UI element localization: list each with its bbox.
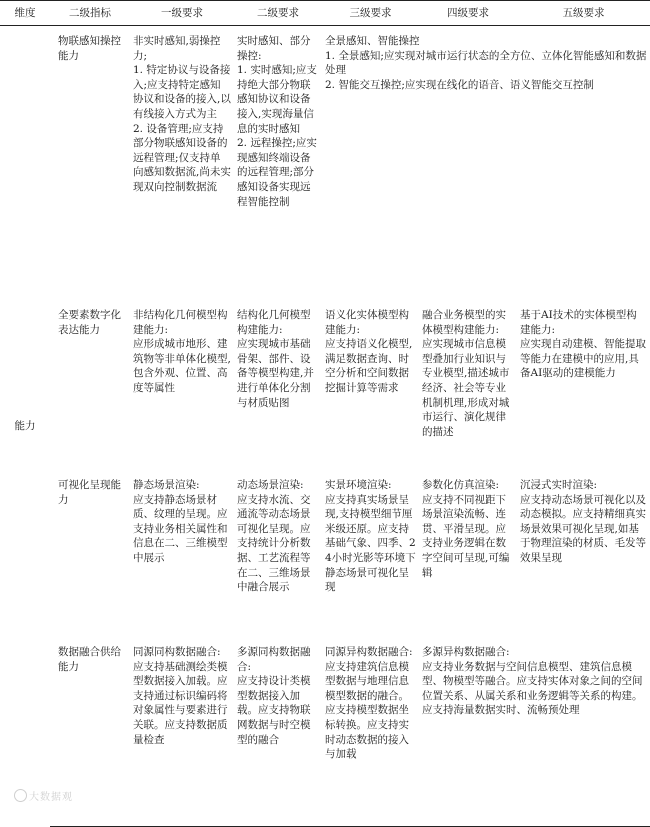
level4-5-merged-cell: 多源异构数据融合: 应支持业务数据与空间信息模型、建筑信息模型、物模型等融合。应支持实体对象之间的空间位置关系、从属关系和业务逻辑等关系的构建。应支持海量数据实时、流畅预处理 (419, 637, 650, 827)
indicator-cell: 物联感知操控能力 (58, 35, 121, 62)
header-row (0, 1, 650, 26)
table-row (0, 300, 650, 470)
level1-cell: 非实时感知,弱操控力; 1. 特定协议与设备接入;应支持特定感知协议和设备的接入,以有线接入方式为主 2. 设备管理;应支持部分物联感知设备的远程管理;仅支持单向感知数据流,尚未实现双向控制数据流 (133, 35, 231, 193)
header-level2: 二级要求 (234, 1, 322, 26)
table-row (0, 470, 650, 637)
header-level4: 四级要求 (419, 1, 517, 26)
indicator-cell: 可视化呈现能力 (58, 479, 121, 506)
header-level3: 三级要求 (322, 1, 419, 26)
dimension-cell: 能力 (14, 419, 36, 432)
level1-cell: 同源同构数据融合: 应支持基础测绘类模型数据接入加载。应支持通过标识编码将对象属性与要素进行关联。应支持数据质量检查 (130, 637, 234, 827)
level3-5-merged-cell: 全景感知、智能操控 1. 全景感知;应实现对城市运行状态的全方位、立体化智能感知和数据处理 2. 智能交互操控;应实现在线化的语音、语义智能交互控制 (325, 35, 647, 91)
level2-cell: 实时感知、部分操控: 1. 实时感知;应支持绝大部分物联感知协议和设备接入,实现海量信息的实时感知 2. 远程操控;应实现感知终端设备的远程管理;部分感知设备实现远程智能控制 (237, 35, 317, 208)
level1-cell: 非结构化几何模型构建能力: 应形成城市地形、建筑物等非单体化模型,包含外观、位置、高度等属性 (133, 309, 231, 394)
level2-cell: 动态场景渲染: 应支持水流、交通流等动态场景可视化呈现。应支持统计分析数据、工艺流程等在二、三维场景中融合展示 (237, 479, 311, 594)
level3-cell: 同源异构数据融合: 应支持建筑信息模型数据与地理信息模型数据的融合。应支持模型数据坐标转换。应支持实时动态数据的接入与加载 (322, 637, 419, 827)
header-dimension: 维度 (0, 1, 50, 26)
header-level5: 五级要求 (517, 1, 650, 26)
level2-cell: 多源同构数据融合: 应支持设计类模型数据接入加载。应支持物联网数据与时空模型的融合 (234, 637, 322, 827)
level1-cell: 静态场景渲染: 应支持静态场景材质、纹理的呈现。应支持业务相关属性和信息在二、三维模型中展示 (133, 479, 228, 564)
table-row (0, 26, 650, 301)
watermark-text: 大数据观 (29, 792, 73, 803)
level5-cell: 基于AI技术的实体模型构建能力: 应实现自动建模、智能提取等能力在建模中的应用,具备AI驱动的建模能力 (520, 309, 646, 380)
header-indicator: 二级指标 (50, 1, 130, 26)
header-level1: 一级要求 (130, 1, 234, 26)
level4-cell: 参数化仿真渲染: 应支持不同视距下场景渲染流畅、连贯、平滑呈现。应支持业务逻辑在数字空间可呈现,可编辑 (422, 479, 510, 579)
table-row (0, 637, 650, 827)
level3-cell: 实景环境渲染: 应支持真实场景呈现,支持模型细节厘米级还原。应支持基础气象、四季、24小时光影等环境下静态场景可视化呈现 (325, 479, 416, 594)
indicator-cell: 全要素数字化表达能力 (58, 309, 121, 336)
level2-cell: 结构化几何模型构建能力: 应实现城市基础骨架、部件、设备等模型构建,并进行单体化分割与材质贴图 (237, 309, 314, 409)
level5-cell: 沉浸式实时渲染: 应支持动态场景可视化以及动态模拟。应支持精细真实场景效果可视化呈现,如基于物理渲染的材质、毛发等效果呈现 (520, 479, 646, 564)
level3-cell: 语义化实体模型构建能力: 应支持语义化模型,满足数据查询、时空分析和空间数据挖掘计算等需求 (325, 309, 413, 394)
watermark (14, 788, 73, 803)
indicator-cell: 数据融合供给能力 (50, 637, 130, 827)
level4-cell: 融合业务模型的实体模型构建能力: 应实现城市信息模型叠加行业知识与专业模型,描述城市经济、社会等专业机制机理,形成对城市运行、演化规律的描述 (422, 309, 510, 438)
watermark-logo-icon (14, 789, 27, 802)
